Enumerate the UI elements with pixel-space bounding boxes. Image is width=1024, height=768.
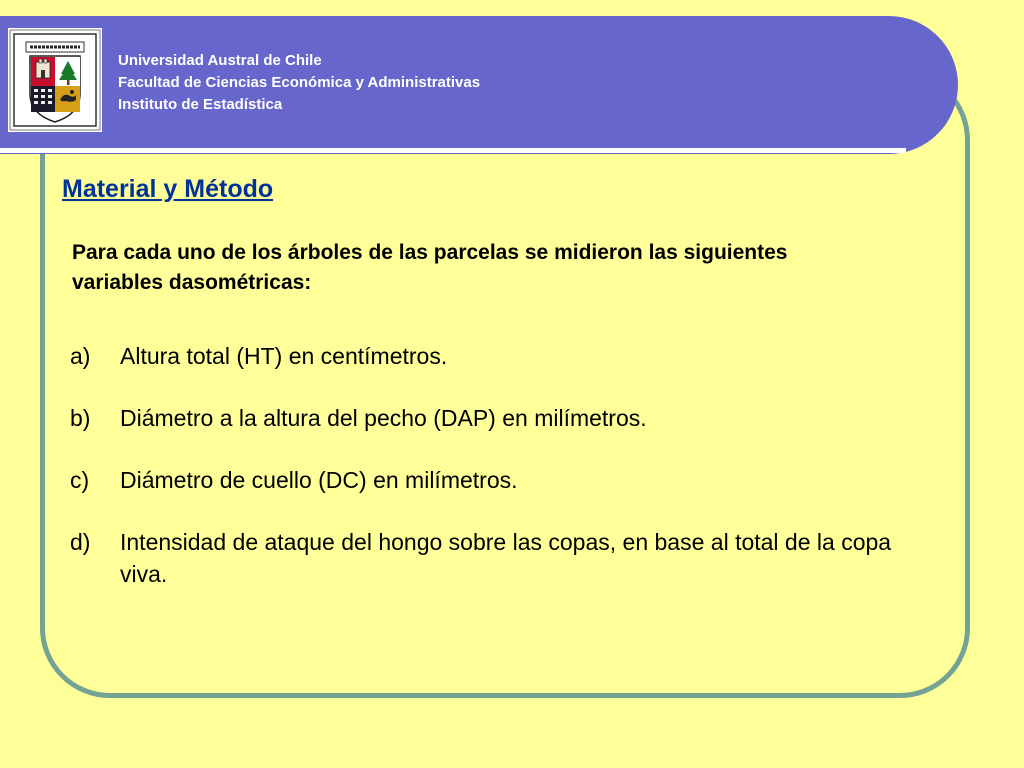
list-marker: b) — [70, 405, 91, 431]
list-item — [70, 464, 940, 496]
list-item — [70, 526, 940, 590]
slide-title[interactable]: Material y Método — [62, 175, 274, 203]
list-item — [70, 402, 940, 434]
list-marker: d) — [70, 529, 91, 555]
list-marker: c) — [70, 467, 90, 493]
university-logo — [8, 28, 102, 132]
list-item-text: Diámetro de cuello (DC) en milímetros. — [120, 467, 518, 493]
institute-name: Instituto de Estadística — [118, 96, 283, 113]
university-crest-icon — [8, 28, 102, 132]
variables-list — [70, 340, 940, 620]
header-text — [118, 50, 480, 116]
header-divider — [0, 148, 906, 153]
university-name: Universidad Austral de Chile — [118, 52, 322, 69]
list-item-text: Diámetro a la altura del pecho (DAP) en milímetros. — [120, 405, 647, 431]
list-item — [70, 340, 940, 372]
intro-paragraph: Para cada uno de los árboles de las parcelas se midieron las siguientes variables dasométricas: — [72, 241, 788, 294]
list-marker: a) — [70, 343, 91, 369]
list-item-text: Altura total (HT) en centímetros. — [120, 343, 448, 369]
faculty-name: Facultad de Ciencias Económica y Administrativas — [118, 74, 481, 91]
list-item-text: Intensidad de ataque del hongo sobre las copas, en base al total de la copa viva. — [120, 529, 892, 587]
